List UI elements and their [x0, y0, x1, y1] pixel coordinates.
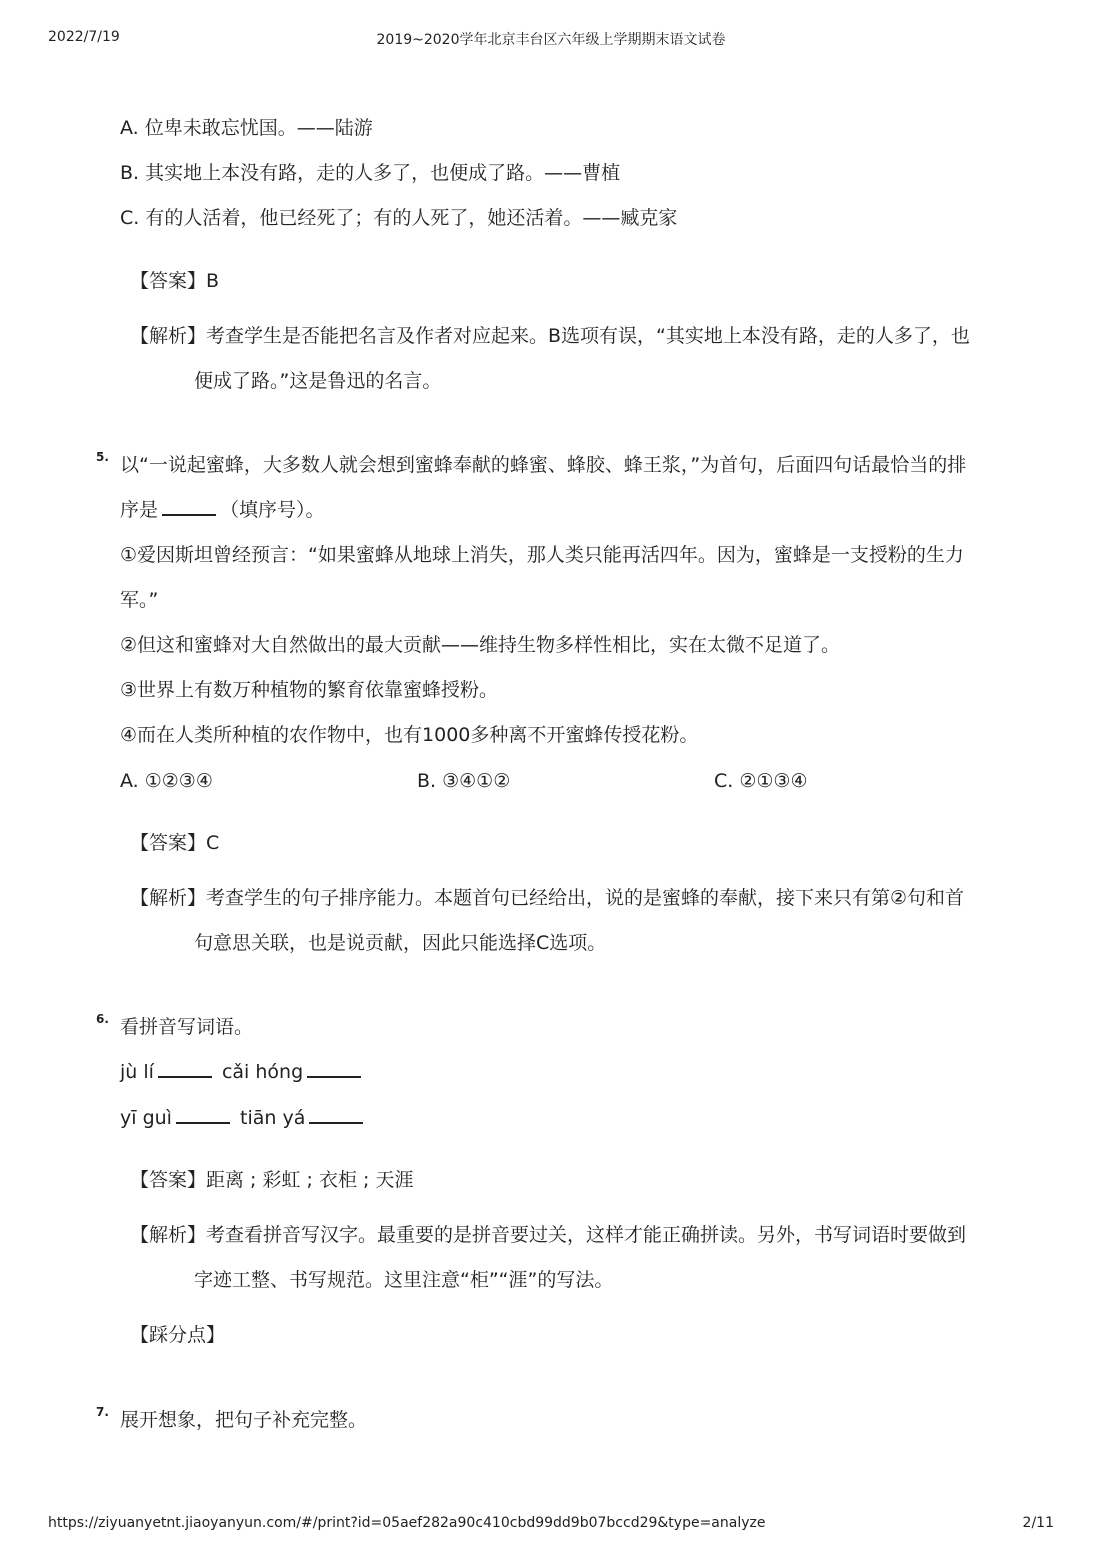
q5-sentence-1-cont: 军。”: [120, 589, 159, 611]
q4-answer: 【答案】B: [130, 270, 220, 292]
q6-analysis-cont: 字迹工整、书写规范。这里注意“柜”“涯”的写法。: [194, 1269, 614, 1291]
q4-option-c: C. 有的人活着，他已经死了；有的人死了，她还活着。——臧克家: [120, 207, 678, 229]
q5-number: 5.: [96, 450, 109, 464]
q6-pinyin-4: tiān yá: [240, 1107, 306, 1129]
q6-answer: 【答案】距离 ; 彩虹 ; 衣柜 ; 天涯: [130, 1169, 414, 1191]
q5-stem-suffix: （填序号）。: [220, 499, 325, 521]
q4-option-b: B. 其实地上本没有路，走的人多了，也便成了路。——曹植: [120, 162, 621, 184]
q6-analysis: 【解析】考查看拼音写汉字。最重要的是拼音要过关，这样才能正确拼读。另外，书写词语时要做到: [130, 1224, 967, 1246]
source-url[interactable]: https://ziyuanyetnt.jiaoyanyun.com/#/print?id=05aef282a90c410cbd99dd9b07bccd29&type=analyze: [48, 1515, 766, 1531]
q6-pinyin-row-1: [120, 1059, 365, 1085]
q6-blank-3: [176, 1108, 230, 1124]
q5-answer: 【答案】C: [130, 832, 220, 854]
q6-pinyin-row-2: [120, 1105, 367, 1131]
document-title: 2019~2020学年北京丰台区六年级上学期期末语文试卷: [376, 32, 726, 48]
q5-analysis: 【解析】考查学生的句子排序能力。本题首句已经给出，说的是蜜蜂的奉献，接下来只有第②句和首: [130, 887, 965, 909]
q5-analysis-cont: 句意思关联，也是说贡献，因此只能选择C选项。: [194, 932, 607, 954]
q5-sentence-4: ④而在人类所种植的农作物中，也有1000多种离不开蜜蜂传授花粉。: [120, 724, 699, 746]
q7-stem: 展开想象，把句子补充完整。: [120, 1409, 368, 1431]
q7-number: 7.: [96, 1405, 109, 1419]
page-number: 2/11: [1022, 1515, 1054, 1531]
q5-stem-prefix: 序是: [120, 499, 159, 521]
q5-option-b: B. ③④①②: [417, 770, 511, 792]
q5-sentence-2: ②但这和蜜蜂对大自然做出的最大贡献——维持生物多样性相比，实在太微不足道了。: [120, 634, 841, 656]
q4-analysis: 【解析】考查学生是否能把名言及作者对应起来。B选项有误，“其实地上本没有路，走的人多了，也: [130, 325, 970, 347]
q5-option-c: C. ②①③④: [714, 770, 808, 792]
q6-number: 6.: [96, 1012, 109, 1026]
q4-analysis-cont: 便成了路。”这是鲁迅的名言。: [194, 370, 442, 392]
q6-blank-1: [158, 1062, 212, 1078]
q4-option-a: A. 位卑未敢忘忧国。——陆游: [120, 117, 373, 139]
q6-pinyin-1: jù lí: [120, 1061, 154, 1083]
q5-stem: 以“一说起蜜蜂，大多数人就会想到蜜蜂奉献的蜂蜜、蜂胶、蜂王浆，”为首句，后面四句话最恰当的排: [120, 454, 967, 476]
q6-pinyin-2: cǎi hóng: [221, 1061, 304, 1083]
q5-stem-cont: [120, 497, 325, 523]
print-date: 2022/7/19: [48, 29, 120, 45]
q5-answer-blank: [162, 500, 216, 516]
q6-scoring-points: 【踩分点】: [130, 1324, 226, 1346]
q6-blank-2: [307, 1062, 361, 1078]
q6-blank-4: [309, 1108, 363, 1124]
q5-sentence-1: ①爱因斯坦曾经预言：“如果蜜蜂从地球上消失，那人类只能再活四年。因为，蜜蜂是一支授粉的生力: [120, 544, 964, 566]
q6-pinyin-3: yī guì: [120, 1107, 172, 1129]
q5-sentence-3: ③世界上有数万种植物的繁育依靠蜜蜂授粉。: [120, 679, 499, 701]
q5-option-a: A. ①②③④: [120, 770, 213, 792]
q6-stem: 看拼音写词语。: [120, 1016, 254, 1038]
